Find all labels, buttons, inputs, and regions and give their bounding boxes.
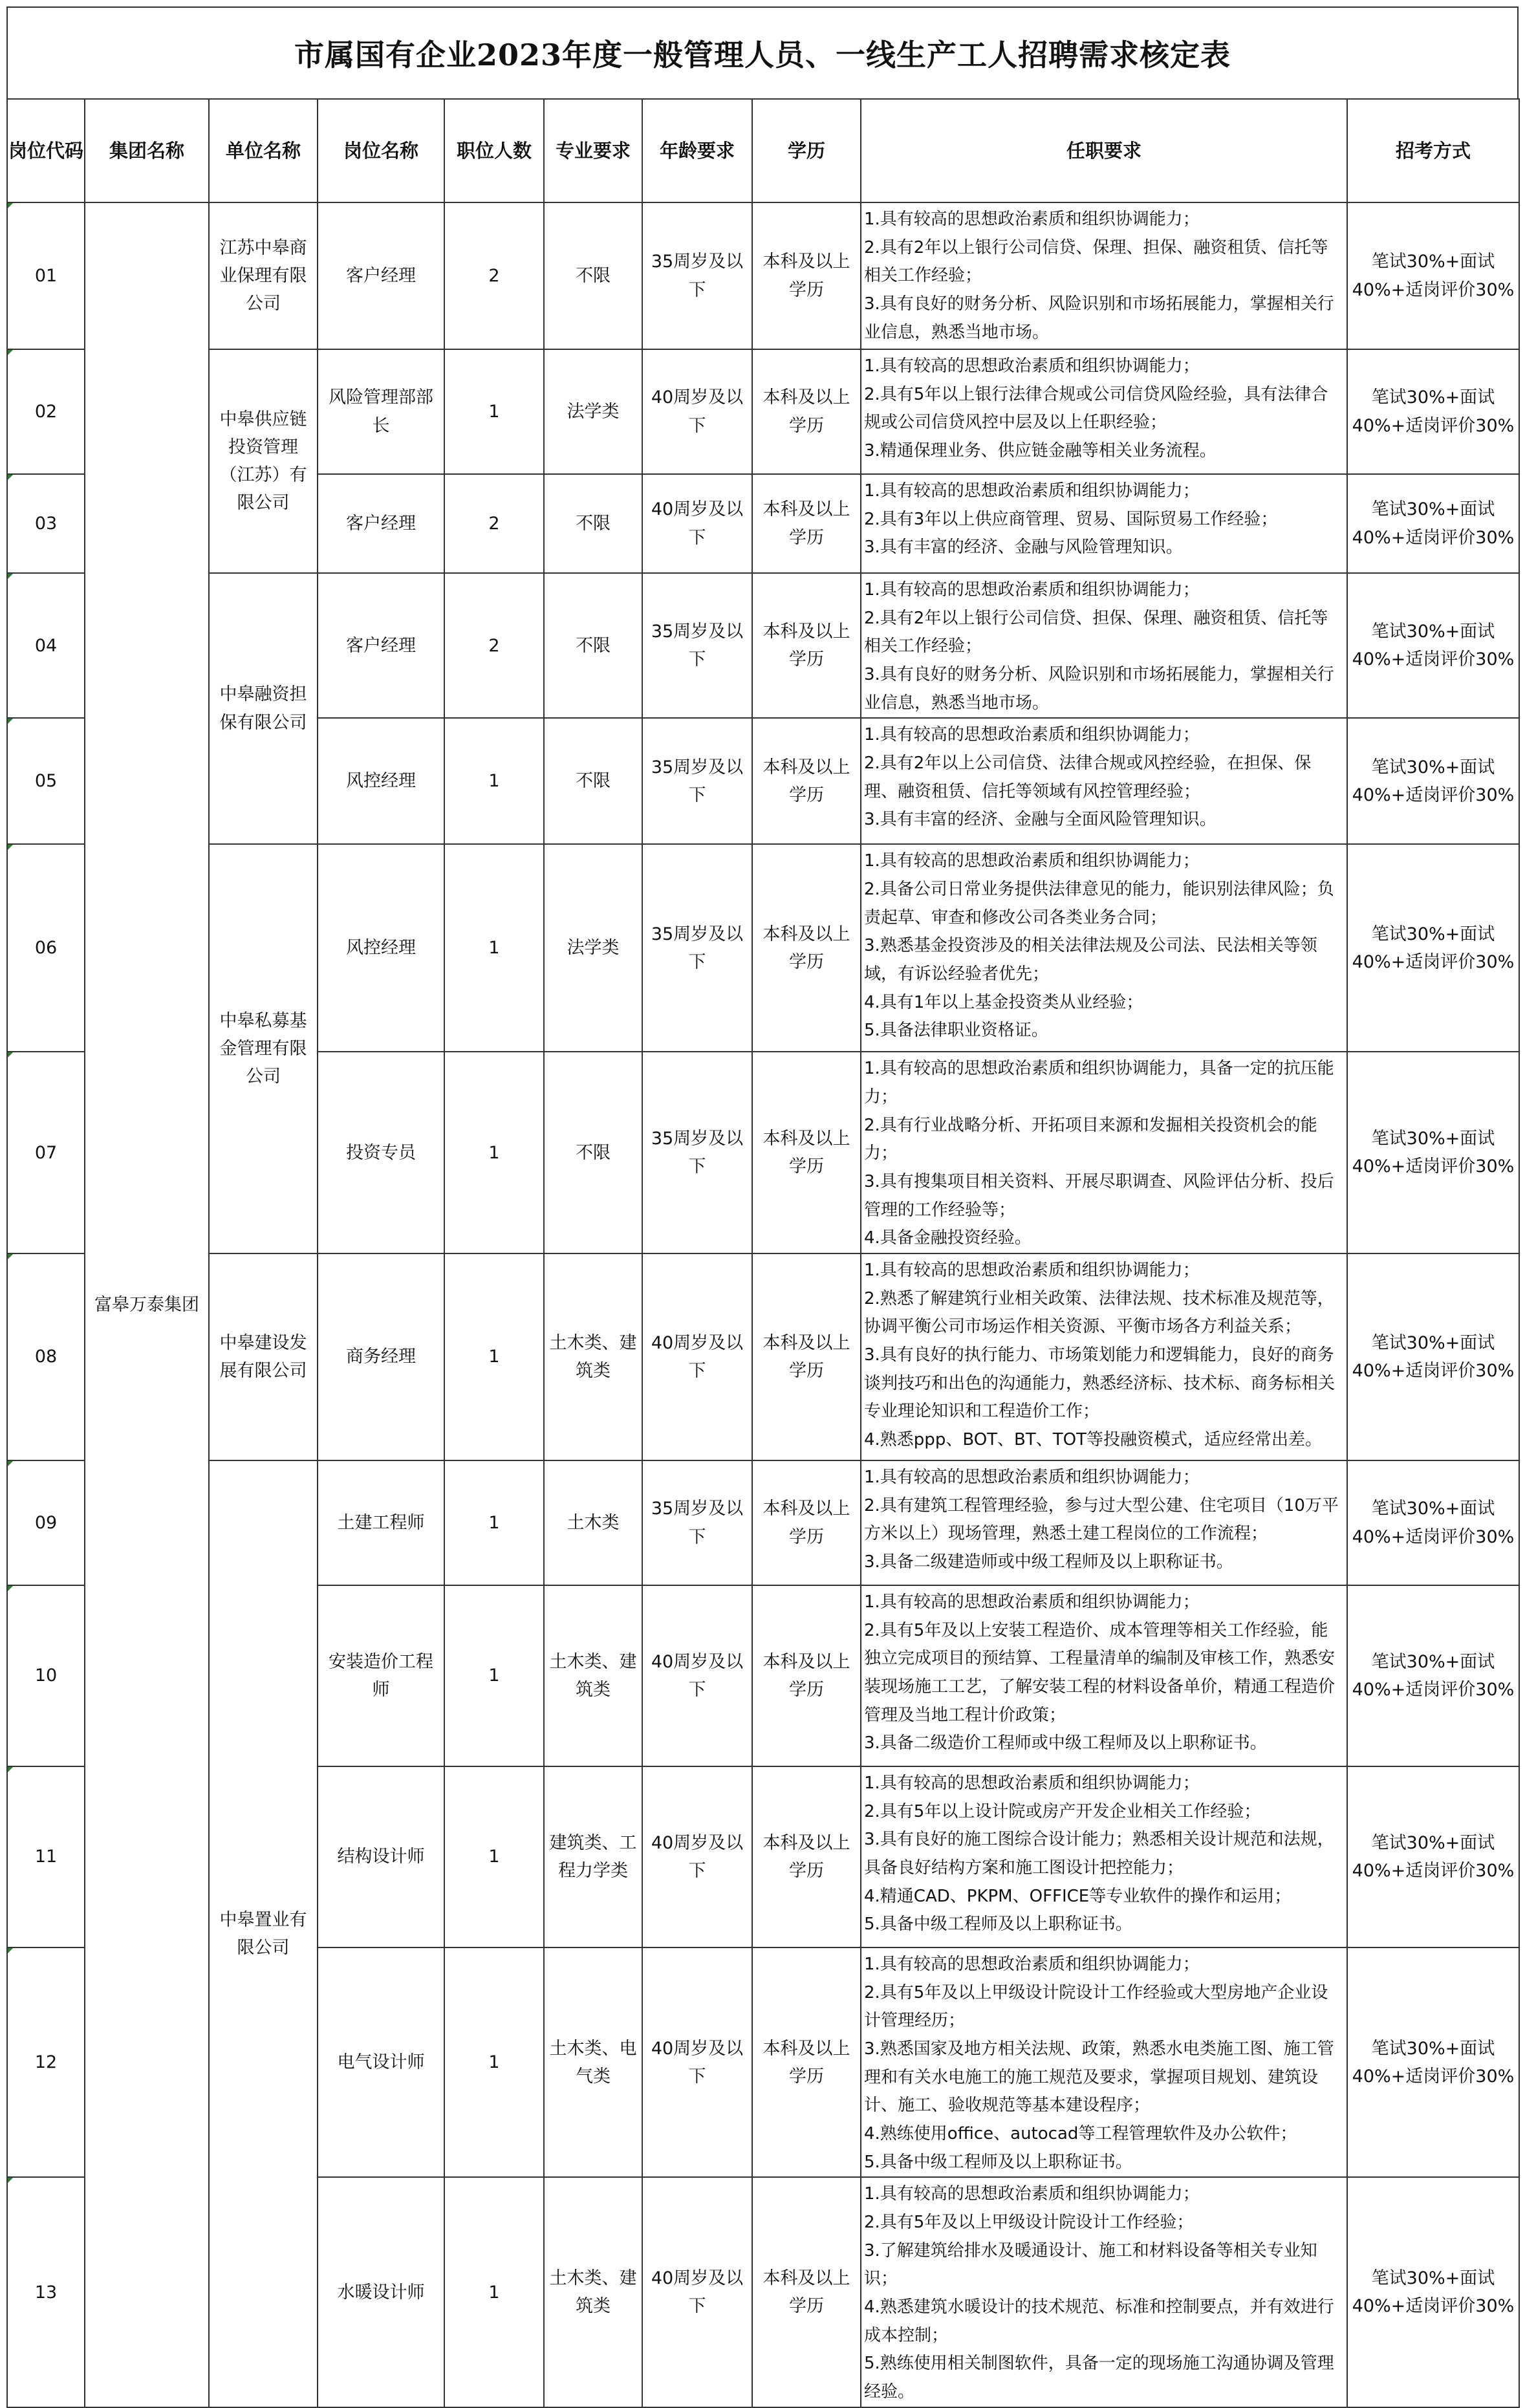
position-name: 客户经理 — [318, 474, 444, 573]
position-name: 客户经理 — [318, 202, 444, 349]
unit-name: 江苏中皋商业保理有限公司 — [209, 202, 318, 349]
header-method: 招考方式 — [1347, 99, 1519, 202]
exam-method: 笔试30%+面试40%+适岗评价30% — [1347, 202, 1519, 349]
major-requirement: 土木类、建筑类 — [544, 2177, 642, 2407]
position-name: 电气设计师 — [318, 1947, 444, 2177]
requirement-list — [864, 477, 1343, 562]
requirement-item: 5.具备中级工程师及以上职称证书。 — [864, 2152, 1132, 2172]
header-unit: 单位名称 — [209, 99, 318, 202]
cell-note-marker — [8, 1767, 13, 1772]
position-code: 04 — [7, 573, 85, 718]
unit-name: 中皋建设发展有限公司 — [209, 1253, 318, 1460]
position-code: 08 — [7, 1253, 85, 1460]
requirement-item: 3.具有良好的财务分析、风险识别和市场拓展能力，掌握相关行业信息，熟悉当地市场。 — [864, 294, 1334, 342]
requirement-item: 1.具有较高的思想政治素质和组织协调能力； — [864, 356, 1200, 376]
age-requirement: 40周岁及以下 — [642, 474, 752, 573]
requirement-list — [864, 1770, 1343, 1939]
position-count: 1 — [444, 1766, 544, 1947]
major-requirement: 不限 — [544, 718, 642, 844]
cell-note-marker — [8, 1052, 13, 1058]
education: 本科及以上学历 — [752, 1766, 861, 1947]
header-count: 职位人数 — [444, 99, 544, 202]
position-code: 12 — [7, 1947, 85, 2177]
requirement-list — [864, 721, 1343, 834]
job-requirements — [861, 844, 1347, 1052]
education: 本科及以上学历 — [752, 2177, 861, 2407]
position-name: 风控经理 — [318, 844, 444, 1052]
requirement-list — [864, 353, 1343, 466]
recruitment-sheet — [6, 6, 1519, 2408]
requirement-item: 3.具有良好的执行能力、市场策划能力和逻辑能力，良好的商务谈判技巧和出色的沟通能力，熟悉经济标、技术标、商务标相关专业理论知识和工程造价工作； — [864, 1345, 1336, 1422]
cell-note-marker — [8, 719, 13, 724]
requirement-item: 1.具有较高的思想政治素质和组织协调能力，具备一定的抗压能力； — [864, 1059, 1334, 1107]
cell-note-marker — [8, 1461, 13, 1466]
major-requirement: 土木类、电气类 — [544, 1947, 642, 2177]
cell-note-marker — [8, 1586, 13, 1591]
requirement-item: 2.具有5年及以上安装工程造价、成本管理等相关工作经验，能独立完成项目的预结算、工程量清单的编制及审核工作，熟悉安装现场施工工艺，了解安装工程的材料设备单价，精通工程造价管理及当地工程计价政策； — [864, 1620, 1336, 1725]
requirement-list — [864, 1257, 1343, 1455]
major-requirement: 不限 — [544, 1052, 642, 1253]
requirement-item: 2.具有2年以上公司信贷、法律合规或风控经验，在担保、保理、融资租赁、信托等领域有风控管理经验； — [864, 754, 1312, 801]
position-code: 02 — [7, 349, 85, 474]
job-requirements — [861, 2177, 1347, 2407]
cell-note-marker — [8, 1948, 13, 1953]
requirement-item: 1.具有较高的思想政治素质和组织协调能力； — [864, 210, 1200, 229]
title-row — [6, 6, 1519, 98]
exam-method: 笔试30%+面试40%+适岗评价30% — [1347, 1052, 1519, 1253]
position-count: 1 — [444, 1253, 544, 1460]
job-requirements — [861, 1253, 1347, 1460]
position-count: 2 — [444, 474, 544, 573]
age-requirement: 35周岁及以下 — [642, 202, 752, 349]
requirement-item: 3.熟悉国家及地方相关法规、政策，熟悉水电类施工图、施工管理和有关水电施工的施工规范及要求，掌握项目规划、建筑设计、施工、验收规范等基本建设程序； — [864, 2039, 1334, 2116]
requirement-item: 3.具有丰富的经济、金融与风险管理知识。 — [864, 537, 1183, 558]
position-code: 03 — [7, 474, 85, 573]
position-name: 投资专员 — [318, 1052, 444, 1253]
age-requirement: 40周岁及以下 — [642, 1585, 752, 1766]
requirement-item: 5.具备中级工程师及以上职称证书。 — [864, 1914, 1132, 1935]
requirement-item: 1.具有较高的思想政治素质和组织协调能力； — [864, 851, 1200, 871]
position-code: 01 — [7, 202, 85, 349]
requirement-item: 3.具有搜集项目相关资料、开展尽职调查、风险评估分析、投后管理的工作经验等； — [864, 1172, 1334, 1220]
exam-method: 笔试30%+面试40%+适岗评价30% — [1347, 718, 1519, 844]
job-requirements — [861, 1766, 1347, 1947]
position-code: 05 — [7, 718, 85, 844]
header-edu: 学历 — [752, 99, 861, 202]
education: 本科及以上学历 — [752, 349, 861, 474]
age-requirement: 35周岁及以下 — [642, 573, 752, 718]
requirement-item: 1.具有较高的思想政治素质和组织协调能力； — [864, 1955, 1200, 1975]
requirement-item: 3.了解建筑给排水及暖通设计、施工和材料设备等相关专业知识； — [864, 2240, 1317, 2289]
requirement-item: 2.具有行业战略分析、开拓项目来源和发掘相关投资机会的能力； — [864, 1115, 1317, 1164]
requirement-item: 2.具有5年及以上甲级设计院设计工作经验或大型房地产企业设计管理经历； — [864, 1982, 1328, 2031]
age-requirement: 35周岁及以下 — [642, 844, 752, 1052]
age-requirement: 35周岁及以下 — [642, 1460, 752, 1585]
requirement-item: 2.熟悉了解建筑行业相关政策、法律法规、技术标准及规范等，协调平衡公司市场运作相关资源、平衡市场各方利益关系； — [864, 1288, 1334, 1337]
requirement-list — [864, 206, 1343, 347]
requirement-item: 2.具备公司日常业务提供法律意见的能力，能识别法律风险；负责起草、审查和修改公司各类业务合同； — [864, 880, 1334, 927]
requirement-item: 4.熟练使用office、autocad等工程管理软件及办公软件； — [864, 2124, 1297, 2144]
unit-name: 中皋供应链投资管理（江苏）有限公司 — [209, 349, 318, 573]
cell-note-marker — [8, 350, 13, 355]
requirement-item: 3.具有丰富的经济、金融与全面风险管理知识。 — [864, 810, 1217, 830]
cell-note-marker — [8, 1254, 13, 1259]
education: 本科及以上学历 — [752, 1460, 861, 1585]
requirement-item: 1.具有较高的思想政治素质和组织协调能力； — [864, 725, 1200, 745]
position-count: 1 — [444, 1052, 544, 1253]
position-name: 风控经理 — [318, 718, 444, 844]
requirement-item: 3.熟悉基金投资涉及的相关法律法规及公司法、民法相关等领域，有诉讼经验者优先； — [864, 936, 1317, 984]
exam-method: 笔试30%+面试40%+适岗评价30% — [1347, 474, 1519, 573]
major-requirement: 土木类 — [544, 1460, 642, 1585]
requirement-item: 2.具有建筑工程管理经验，参与过大型公建、住宅项目（10万平方米以上）现场管理，熟悉土建工程岗位的工作流程； — [864, 1495, 1339, 1544]
requirement-item: 1.具有较高的思想政治素质和组织协调能力； — [864, 481, 1200, 501]
education: 本科及以上学历 — [752, 1585, 861, 1766]
cell-note-marker — [8, 2178, 13, 2183]
requirement-item: 1.具有较高的思想政治素质和组织协调能力； — [864, 2184, 1200, 2204]
position-count: 1 — [444, 1947, 544, 2177]
age-requirement: 40周岁及以下 — [642, 349, 752, 474]
cell-note-marker — [8, 203, 13, 208]
major-requirement: 土木类、建筑类 — [544, 1253, 642, 1460]
education: 本科及以上学历 — [752, 573, 861, 718]
job-requirements — [861, 474, 1347, 573]
requirement-item: 1.具有较高的思想政治素质和组织协调能力； — [864, 1468, 1200, 1488]
requirement-item: 1.具有较高的思想政治素质和组织协调能力； — [864, 1773, 1200, 1794]
requirement-list — [864, 1589, 1343, 1758]
position-code: 13 — [7, 2177, 85, 2407]
position-name: 水暖设计师 — [318, 2177, 444, 2407]
job-requirements — [861, 718, 1347, 844]
requirement-list — [864, 1951, 1343, 2176]
requirement-item: 3.精通保理业务、供应链金融等相关业务流程。 — [864, 441, 1217, 461]
major-requirement: 不限 — [544, 202, 642, 349]
position-code: 11 — [7, 1766, 85, 1947]
education: 本科及以上学历 — [752, 1947, 861, 2177]
age-requirement: 35周岁及以下 — [642, 1052, 752, 1253]
job-requirements — [861, 1052, 1347, 1253]
exam-method: 笔试30%+面试40%+适岗评价30% — [1347, 1947, 1519, 2177]
requirement-item: 5.具备法律职业资格证。 — [864, 1021, 1048, 1041]
header-age: 年龄要求 — [642, 99, 752, 202]
header-major: 专业要求 — [544, 99, 642, 202]
exam-method: 笔试30%+面试40%+适岗评价30% — [1347, 2177, 1519, 2407]
cell-note-marker — [8, 574, 13, 579]
exam-method: 笔试30%+面试40%+适岗评价30% — [1347, 573, 1519, 718]
unit-name: 中皋私募基金管理有限公司 — [209, 844, 318, 1253]
header-position: 岗位名称 — [318, 99, 444, 202]
job-requirements — [861, 349, 1347, 474]
position-name: 商务经理 — [318, 1253, 444, 1460]
education: 本科及以上学历 — [752, 1253, 861, 1460]
job-requirements — [861, 1947, 1347, 2177]
requirement-item: 2.具有3年以上供应商管理、贸易、国际贸易工作经验； — [864, 509, 1278, 529]
job-requirements — [861, 1460, 1347, 1585]
major-requirement: 不限 — [544, 474, 642, 573]
position-name: 风险管理部部长 — [318, 349, 444, 474]
unit-name: 中皋融资担保有限公司 — [209, 573, 318, 844]
table-row — [7, 1253, 1519, 1460]
table-row — [7, 1460, 1519, 1585]
major-requirement: 法学类 — [544, 349, 642, 474]
requirement-item: 3.具备二级造价工程师或中级工程师及以上职称证书。 — [864, 1733, 1267, 1753]
position-name: 结构设计师 — [318, 1766, 444, 1947]
group-name: 富皋万泰集团 — [85, 202, 209, 2407]
requirement-item: 2.具有2年以上银行公司信贷、担保、保理、融资租赁、信托等相关工作经验； — [864, 608, 1328, 656]
requirement-item: 2.具有5年以上银行法律合规或公司信贷风险经验，具有法律合规或公司信贷风控中层及以上任职经验； — [864, 384, 1328, 433]
position-count: 2 — [444, 573, 544, 718]
exam-method: 笔试30%+面试40%+适岗评价30% — [1347, 1460, 1519, 1585]
requirement-item: 3.具有良好的施工图综合设计能力；熟悉相关设计规范和法规，具备良好结构方案和施工图设计把控能力； — [864, 1830, 1334, 1878]
page-title: 市属国有企业2023年度一般管理人员、一线生产工人招聘需求核定表 — [294, 38, 1231, 72]
table-row — [7, 573, 1519, 718]
job-requirements — [861, 573, 1347, 718]
exam-method: 笔试30%+面试40%+适岗评价30% — [1347, 1766, 1519, 1947]
major-requirement: 法学类 — [544, 844, 642, 1052]
requirement-item: 4.熟悉ppp、BOT、BT、TOT等投融资模式，适应经常出差。 — [864, 1430, 1322, 1450]
position-count: 2 — [444, 202, 544, 349]
position-count: 1 — [444, 718, 544, 844]
recruitment-table — [6, 98, 1520, 2408]
requirement-item: 1.具有较高的思想政治素质和组织协调能力； — [864, 1592, 1200, 1612]
position-name: 安装造价工程师 — [318, 1585, 444, 1766]
unit-name: 中皋置业有限公司 — [209, 1460, 318, 2407]
position-count: 1 — [444, 2177, 544, 2407]
position-count: 1 — [444, 1460, 544, 1585]
requirement-list — [864, 1055, 1343, 1253]
education: 本科及以上学历 — [752, 202, 861, 349]
position-name: 土建工程师 — [318, 1460, 444, 1585]
position-code: 09 — [7, 1460, 85, 1585]
requirement-item: 4.具有1年以上基金投资类从业经验； — [864, 992, 1143, 1012]
position-count: 1 — [444, 1585, 544, 1766]
requirement-item: 2.具有5年以上设计院或房产开发企业相关工作经验； — [864, 1801, 1261, 1821]
position-count: 1 — [444, 349, 544, 474]
exam-method: 笔试30%+面试40%+适岗评价30% — [1347, 1253, 1519, 1460]
exam-method: 笔试30%+面试40%+适岗评价30% — [1347, 1585, 1519, 1766]
requirement-list — [864, 576, 1343, 717]
cell-note-marker — [8, 475, 13, 480]
education: 本科及以上学历 — [752, 844, 861, 1052]
position-code: 10 — [7, 1585, 85, 1766]
requirement-item: 4.具备金融投资经验。 — [864, 1228, 1032, 1248]
requirement-list — [864, 1464, 1343, 1577]
requirement-item: 4.精通CAD、PKPM、OFFICE等专业软件的操作和运用； — [864, 1886, 1292, 1906]
age-requirement: 35周岁及以下 — [642, 718, 752, 844]
table-row — [7, 844, 1519, 1052]
position-code: 07 — [7, 1052, 85, 1253]
requirement-list — [864, 847, 1343, 1045]
education: 本科及以上学历 — [752, 474, 861, 573]
education: 本科及以上学历 — [752, 718, 861, 844]
table-row — [7, 349, 1519, 474]
table-row — [7, 202, 1519, 349]
major-requirement: 建筑类、工程力学类 — [544, 1766, 642, 1947]
requirement-list — [864, 2180, 1343, 2406]
exam-method: 笔试30%+面试40%+适岗评价30% — [1347, 844, 1519, 1052]
requirement-item: 5.熟练使用相关制图软件，具备一定的现场施工沟通协调及管理经验。 — [864, 2354, 1334, 2402]
header-group: 集团名称 — [85, 99, 209, 202]
job-requirements — [861, 1585, 1347, 1766]
exam-method: 笔试30%+面试40%+适岗评价30% — [1347, 349, 1519, 474]
major-requirement: 土木类、建筑类 — [544, 1585, 642, 1766]
position-name: 客户经理 — [318, 573, 444, 718]
header-req: 任职要求 — [861, 99, 1347, 202]
position-code: 06 — [7, 844, 85, 1052]
header-code: 岗位代码 — [7, 99, 85, 202]
header-row — [7, 99, 1519, 202]
age-requirement: 40周岁及以下 — [642, 1947, 752, 2177]
position-count: 1 — [444, 844, 544, 1052]
requirement-item: 1.具有较高的思想政治素质和组织协调能力； — [864, 580, 1200, 600]
education: 本科及以上学历 — [752, 1052, 861, 1253]
age-requirement: 40周岁及以下 — [642, 1766, 752, 1947]
requirement-item: 4.熟悉建筑水暖设计的技术规范、标准和控制要点，并有效进行成本控制； — [864, 2297, 1334, 2345]
requirement-item: 3.具备二级建造师或中级工程师及以上职称证书。 — [864, 1552, 1233, 1572]
requirement-item: 2.具有2年以上银行公司信贷、保理、担保、融资租赁、信托等相关工作经验； — [864, 237, 1328, 286]
cell-note-marker — [8, 845, 13, 850]
age-requirement: 40周岁及以下 — [642, 2177, 752, 2407]
requirement-item: 1.具有较高的思想政治素质和组织协调能力； — [864, 1261, 1200, 1281]
major-requirement: 不限 — [544, 573, 642, 718]
age-requirement: 40周岁及以下 — [642, 1253, 752, 1460]
job-requirements — [861, 202, 1347, 349]
requirement-item: 2.具有5年及以上甲级设计院设计工作经验； — [864, 2213, 1194, 2233]
requirement-item: 3.具有良好的财务分析、风险识别和市场拓展能力，掌握相关行业信息，熟悉当地市场。 — [864, 665, 1334, 713]
